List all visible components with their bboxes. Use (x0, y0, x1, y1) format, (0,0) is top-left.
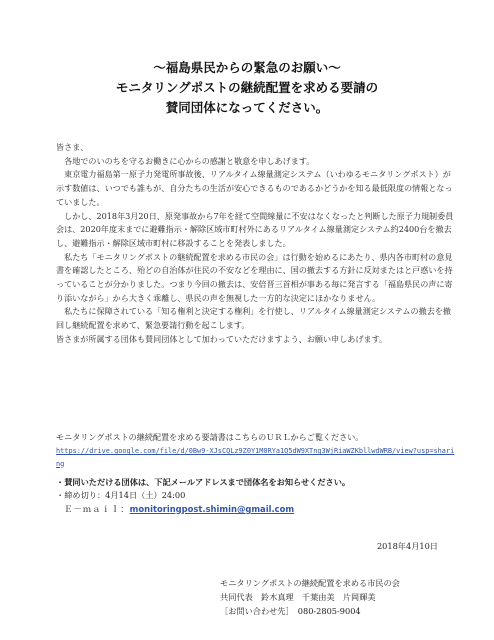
paragraph-announcement: しかし、2018年3月20日、原発事故から7年を経て空間線量に不安はなくなったと判断した原子力規制委員会は、2020年度末までに避難指示・解除区域市町村外にあるリアルタイム線量測定システム約2400台を撤去し、避難指示・解除区域市町村に移設することを発表しました。 (56, 210, 454, 248)
url-note: モニタリングポストの継続配置を求める要請書はこちらのＵＲＬからご覧ください。 (56, 432, 364, 442)
title-line-2: モニタリングポストの継続配置を求める要請の (115, 80, 379, 95)
title-line-1: ～福島県民からの緊急のお願い～ (153, 60, 341, 75)
paragraph-request: 皆さまが所属する団体も賛同団体として加わっていただけますよう、お願い申しあげます。 (56, 333, 388, 344)
signature-block (220, 577, 480, 618)
document-link[interactable]: https://drive.google.com/file/d/0Bw9-XJsCQLz9Z0Y1M0RYa1Q5dW9XTng3WjRiaWZKbllwdWRB/view?usp=sharing (56, 447, 455, 468)
bullet-list (56, 476, 456, 502)
signature-contact: ［お問い合わせ先］ 080-2805-9004 (220, 605, 361, 616)
email-link[interactable]: monitoringpost.shimin@gmail.com (129, 504, 295, 514)
email-label: Ｅ－ｍａｉｌ： (64, 504, 130, 514)
signature-org: モニタリングポストの継続配置を求める市民の会 (220, 578, 400, 588)
bullet-deadline: ・締め切り：4月14日（土）24:00 (56, 490, 186, 501)
title-line-3: 賛同団体になってください。 (165, 100, 329, 115)
email-line (64, 503, 294, 515)
letter-body (56, 141, 454, 347)
paragraph-greeting: 各地でのいのちを守るお働きに心からの感謝と敬意を申しあげます。 (56, 155, 315, 166)
bullet-endorse: ・賛同いただける団体は、下記メールアドレスまで団体名をお知らせください。 (56, 477, 351, 487)
letter-date: 2018年4月10日 (376, 541, 438, 551)
signature-reps: 共同代表 鈴木真理 千葉由美 片岡輝美 (220, 591, 376, 602)
paragraph-action: 私たちに保障されている「知る権利と決定する権利」を行使し、リアルタイム線量測定システムの撤去を撤回し継続配置を求めて、緊急要請行動を起こします。 (56, 306, 451, 331)
paragraph-background: 東京電力福島第一原子力発電所事故後、リアルタイム線量測定システム（いわゆるモニタリングポスト）が示す数値は、いつでも誰もが、自分たちの生活が安心できるものであるかどうかを知る最低限度の情報となっていました。 (56, 169, 453, 207)
paragraph-findings: 私たち「モニタリングポストの継続配置を求める市民の会」は行動を始めるにあたり、県内各市町村の意見書を確認したところ、殆どの自治体が住民の不安などを理由に、国の撤去する方針に反対またはと戸惑いを持っていることが分かりました。つまり今回の撤去は、安倍晋三首相が事ある毎に発言する「福島県民の声に寄り添いながら」から大きく乖離し、県民の声を無視した一方的な決定にほかなりません。 (56, 251, 453, 303)
salutation: 皆さま、 (56, 142, 89, 152)
